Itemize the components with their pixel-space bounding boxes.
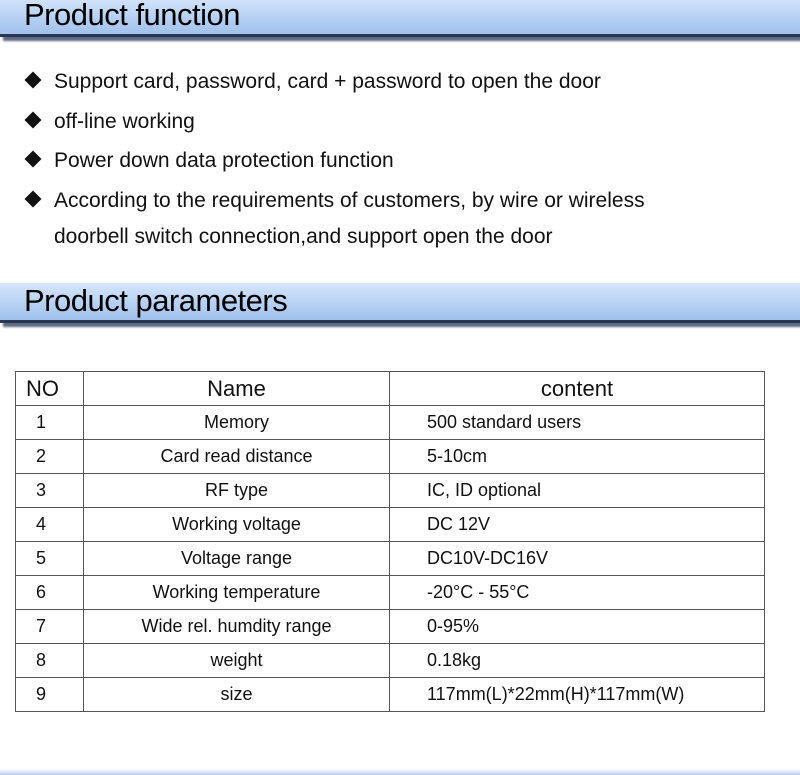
table-row	[16, 542, 765, 576]
row-content: 5-10cm	[390, 440, 765, 474]
table-row	[16, 610, 765, 644]
header-content: content	[390, 372, 765, 406]
bottom-divider	[0, 769, 800, 775]
row-name: Working voltage	[84, 508, 390, 542]
diamond-bullet-icon	[25, 112, 42, 129]
product-parameters-header	[0, 283, 800, 323]
row-content: DC 12V	[390, 508, 765, 542]
row-name: Card read distance	[84, 440, 390, 474]
row-name: Wide rel. humdity range	[84, 610, 390, 644]
row-name: RF type	[84, 474, 390, 508]
row-name: Voltage range	[84, 542, 390, 576]
feature-text-line1: According to the requirements of customers, by wire or wireless	[54, 189, 645, 212]
row-no: 7	[16, 610, 84, 644]
table-row	[16, 508, 765, 542]
row-content: DC10V-DC16V	[390, 542, 765, 576]
feature-text: Support card, password, card + password to open the door	[54, 70, 601, 93]
feature-text: Power down data protection function	[54, 149, 394, 172]
row-content: 500 standard users	[390, 406, 765, 440]
product-parameters-title: Product parameters	[24, 283, 288, 318]
row-name: Working temperature	[84, 576, 390, 610]
row-name: Memory	[84, 406, 390, 440]
product-function-header	[0, 0, 800, 37]
diamond-bullet-icon	[25, 151, 42, 168]
row-content: 117mm(L)*22mm(H)*117mm(W)	[390, 678, 765, 712]
row-name: weight	[84, 644, 390, 678]
feature-text: off-line working	[54, 110, 195, 133]
row-no: 3	[16, 474, 84, 508]
table-row	[16, 474, 765, 508]
row-no: 4	[16, 508, 84, 542]
header-no: NO	[16, 372, 84, 406]
row-name: size	[84, 678, 390, 712]
row-no: 1	[16, 406, 84, 440]
row-content: 0.18kg	[390, 644, 765, 678]
table-row	[16, 644, 765, 678]
diamond-bullet-icon	[25, 72, 42, 89]
table-row	[16, 406, 765, 440]
table-row	[16, 576, 765, 610]
header-name: Name	[84, 372, 390, 406]
table-row	[16, 678, 765, 712]
row-content: IC, ID optional	[390, 474, 765, 508]
table-header-row	[16, 372, 765, 406]
feature-text-line2: doorbell switch connection,and support open the door	[54, 225, 553, 248]
row-no: 5	[16, 542, 84, 576]
product-function-title: Product function	[24, 0, 241, 32]
table-row	[16, 440, 765, 474]
row-content: 0-95%	[390, 610, 765, 644]
row-content: -20°C - 55°C	[390, 576, 765, 610]
parameters-table	[15, 371, 765, 712]
row-no: 9	[16, 678, 84, 712]
row-no: 2	[16, 440, 84, 474]
row-no: 8	[16, 644, 84, 678]
diamond-bullet-icon	[25, 191, 42, 208]
row-no: 6	[16, 576, 84, 610]
